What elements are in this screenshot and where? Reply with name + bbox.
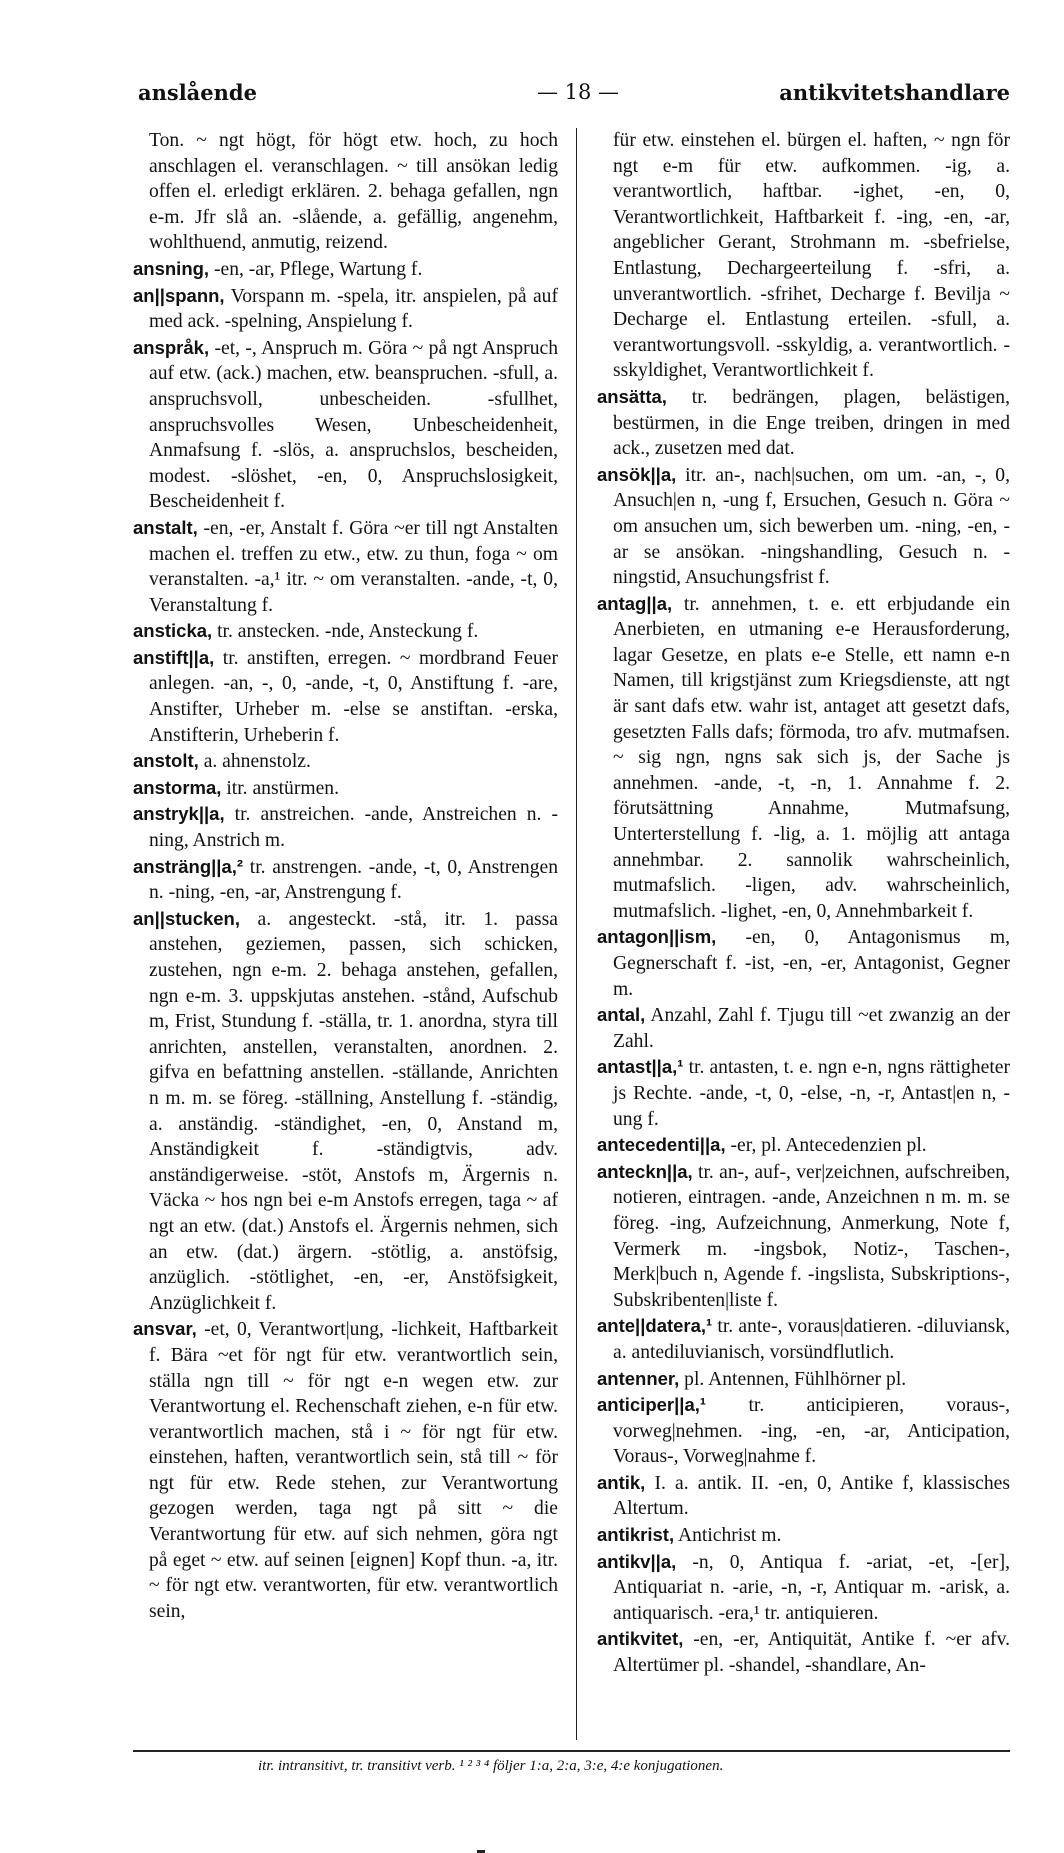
dictionary-entry — [597, 591, 1010, 925]
entry-definition: tr. anstrengen. -ande, -t, 0, Anstrengen n. -ning, -en, -ar, Anstrengung f. — [149, 856, 558, 904]
entry-headword: antikvitet, — [597, 1628, 684, 1650]
entry-definition: -en, -er, Anstalt f. Göra ~er till ngt Anstalten machen el. treffen zu etw., etw. zu thun, foga ~ om veranstalten. -a,¹ itr. ~ om veranstalten. -ande, -t, 0, Veranstaltung f. — [149, 517, 558, 616]
entry-definition: pl. Antennen, Fühlhörner pl. — [684, 1368, 907, 1390]
dictionary-entry — [597, 1392, 1010, 1470]
entry-definition: -en, -ar, Pflege, Wartung f. — [213, 258, 423, 280]
entry-headword: anstolt, — [133, 750, 199, 772]
dictionary-entry — [597, 1366, 1010, 1393]
entry-headword: antikv||a, — [597, 1550, 677, 1572]
dictionary-entry — [597, 128, 1010, 384]
entry-definition: tr. an-, auf-, ver|zeichnen, aufschreiben, notieren, eintragen. -ande, Anzeichnen n m. m. se föreg. -ing, Aufzeichnung, Anmerkung, Note f, Vermerk m. -ingsbok, Notiz-, Taschen-, Merk|buch n, Agende f. -ingslista, Subskriptions-, Subskribenten|liste f. — [613, 1161, 1010, 1311]
entry-headword: antikrist, — [597, 1524, 675, 1546]
dictionary-entry — [133, 854, 558, 906]
entry-headword: anstryk||a, — [133, 803, 225, 825]
entry-definition: tr. bedrängen, plagen, belästigen, bestürmen, in die Enge treiben, dringen in med ack., zusetzen med dat. — [613, 386, 1010, 460]
entry-definition: I. a. antik. II. -en, 0, Antike f, klassisches Altertum. — [613, 1472, 1010, 1520]
dictionary-entry — [597, 384, 1010, 462]
entry-definition: -et, -, Anspruch m. Göra ~ på ngt Anspruch auf etw. (ack.) machen, etw. beanspruchen. -sfull, a. anspruchsvoll, unbescheiden. -sfullhet, anspruchsvolles Wesen, Unbescheidenheit, Anmafsung f. -slös, a. anspruchslos, bescheiden, modest. -slöshet, -en, 0, Anspruchslosigkeit, Bescheidenheit f. — [149, 337, 558, 513]
page-header — [138, 76, 1010, 112]
entry-definition: a. ahnenstolz. — [203, 751, 311, 773]
entry-headword: antast||a,¹ — [597, 1056, 684, 1078]
dictionary-entry — [597, 1549, 1010, 1627]
entry-headword: anstift||a, — [133, 646, 215, 668]
entry-headword: ansträng||a,² — [133, 855, 244, 877]
column-divider — [576, 128, 577, 1740]
entry-definition: a. angesteckt. -stå, itr. 1. passa anstehen, geziemen, passen, sich schicken, zustehen, ngn e-m. 2. behaga anstehen, gefallen, ngn e-m. 3. uppskjutas anstehen. -stånd, Aufschub m, Frist, Stundung f. -ställa, tr. 1. anordna, styra till anrichten, anstellen, veranstalten, anordnen. 2. gifva en befattning anstellen. -ställande, Anrichten n m. m. se föreg. -ställning, Anstellung f. -ständig, a. anständig. -ständighet, -en, 0, Anstand m, Anständigkeit f. -ständigtvis, adv. anständigerweise. -stöt, Anstofs m, Ärgernis n. Väcka ~ hos ngn bei e-m Anstofs erregen, taga ~ af ngt an etw. (dat.) Anstofs el. Ärgernis nehmen, sich an etw. (dat.) ärgern. -stötlig, a. anstöfsig, anzüglich. -stötlighet, -en, -er, Anstöfsigkeit, Anzüglichkeit f. — [149, 908, 558, 1314]
entry-definition: itr. an-, nach|suchen, om um. -an, -, 0, Ansuch|en n, -ung f, Ersuchen, Gesuch n. Göra ~ om ansuchen um, sich bewerben um. -ning, -en, -ar se ansökan. -ningshandling, Gesuch n. -ningstid, Ansuchungsfrist f. — [613, 464, 1010, 589]
dictionary-entry — [133, 645, 558, 748]
entry-headword: antik, — [597, 1471, 646, 1493]
dictionary-entry — [597, 1626, 1010, 1678]
entry-definition: tr. antasten, t. e. ngn e-n, ngns rättigheter js Rechte. -ande, -t, 0, -else, -n, -r, Antast|en n, -ung f. — [613, 1057, 1010, 1130]
entry-headword: an||spann, — [133, 284, 225, 306]
entry-headword: anspråk, — [133, 336, 210, 358]
dictionary-entry — [133, 128, 558, 256]
entry-headword: anticiper||a,¹ — [597, 1394, 707, 1416]
entry-headword: anstalt, — [133, 516, 198, 538]
dictionary-entry — [133, 618, 558, 645]
entry-headword: anstorma, — [133, 776, 222, 798]
footer-legend: itr. intransitivt, tr. transitivt verb. ¹ ² ³ ⁴ följer 1:a, 2:a, 3:e, 4:e konjugationen. — [258, 1758, 724, 1774]
entry-headword: ansök||a, — [597, 463, 677, 485]
entry-headword: anteckn||a, — [597, 1160, 693, 1182]
entry-definition: Ton. ~ ngt högt, för högt etw. hoch, zu hoch anschlagen el. veranschlagen. ~ till ansökan ledig offen el. erledigt erklären. 2. behaga gefallen, ngn e-m. Jfr slå an. -slående, a. gefällig, angenehm, wohlthuend, anmutig, reizend. — [149, 130, 558, 254]
dictionary-entry — [597, 462, 1010, 591]
entry-headword: antal, — [597, 1004, 646, 1026]
left-entries — [133, 128, 558, 1728]
entry-headword: ante||datera,¹ — [597, 1315, 713, 1337]
entry-definition: Antichrist m. — [677, 1525, 782, 1547]
dictionary-entry — [597, 1313, 1010, 1365]
dictionary-entry — [597, 1054, 1010, 1132]
entry-definition: -n, 0, Antiqua f. -ariat, -et, -[er], Antiquariat n. -arie, -n, -r, Antiquar m. -arisk, a. antiquarisch. -era,¹ tr. antiquieren. — [613, 1551, 1010, 1624]
dictionary-entry — [597, 1159, 1010, 1314]
entry-headword: ansticka, — [133, 620, 213, 642]
entry-definition: Vorspann m. -spela, itr. anspielen, på auf med ack. -spelning, Anspielung f. — [149, 285, 558, 333]
dictionary-entry — [133, 1316, 558, 1624]
footer-rule — [133, 1750, 1010, 1752]
right-column — [597, 128, 1010, 1728]
entry-definition: für etw. einstehen el. bürgen el. haften, ~ ngn för ngt e-m für etw. aufkommen. -ig, a. verantwortlich, haftbar. -ighet, -en, 0, Verantwortlichkeit, Haftbarkeit f. -ing, -en, -ar, angeblicher Gerant, Strohmann m. -sbefrielse, Entlastung, Dechargeerteilung f. -sfri, a. unverantwortlich. -sfrihet, Decharge f. Bevilja ~ Decharge el. Entlastung erteilen. -sfull, a. verantwortungsvoll. -sskyldig, a. verantwortlich. -sskyldighet, Verantwortlichkeit f. — [613, 130, 1010, 382]
dictionary-entry — [133, 283, 558, 335]
entry-definition: tr. anstecken. -nde, Ansteckung f. — [217, 621, 479, 643]
entry-headword: antag||a, — [597, 592, 673, 614]
dictionary-entry — [133, 515, 558, 618]
dictionary-entry — [597, 1002, 1010, 1054]
entry-definition: tr. anstreichen. -ande, Anstreichen n. -ning, Anstrich m. — [149, 804, 558, 852]
entry-definition: Anzahl, Zahl f. Tjugu till ~et zwanzig an der Zahl. — [613, 1005, 1010, 1052]
entry-definition: -er, pl. Antecedenzien pl. — [730, 1135, 927, 1157]
dictionary-entry — [133, 335, 558, 515]
page-number: — 18 — — [536, 80, 620, 104]
dictionary-entry — [133, 748, 558, 775]
entry-headword: ansvar, — [133, 1318, 197, 1340]
entry-definition: -et, 0, Verantwort|ung, -lichkeit, Haftbarkeit f. Bära ~et för ngt für etw. verantwortlich sein, ställa ngn till ~ för ngt e-n wegen etw. zur Verantwortung el. Rechenschaft ziehen, e-n für etw. verantwortlich machen, stå i ~ för ngt für etw. einstehen, haften, verantwortlich sein, stå till ~ för ngt für etw. Rede stehen, zur Verantwortung gezogen werden, taga ngt på sitt ~ die Verantwortung für etw. auf sich nehmen, göra ngt på eget ~ etw. auf seinen [eignen] Kopf thun. -a, itr. ~ för ngt etw. verantworten, für etw. verantwortlich sein, — [149, 1319, 558, 1622]
entry-definition: tr. anstiften, erregen. ~ mordbrand Feuer anlegen. -an, -, 0, -ande, -t, 0, Anstiftung f. -are, Anstifter, Urheber m. -else se anstiftan. -erska, Anstifterin, Urheberin f. — [149, 647, 558, 746]
header-left-guide-word: anslående — [138, 80, 257, 105]
header-right-guide-word: antikvitetshandlare — [779, 80, 1010, 105]
right-entries — [597, 128, 1010, 1728]
dictionary-entry — [597, 1132, 1010, 1159]
entry-headword: ansätta, — [597, 385, 667, 407]
entry-headword: ansning, — [133, 257, 210, 279]
dictionary-entry — [133, 801, 558, 853]
dictionary-entry — [597, 1522, 1010, 1549]
entry-definition: tr. anticipieren, voraus-, vorweg|nehmen. -ing, -en, -ar, Anticipation, Voraus-, Vorweg|nahme f. — [613, 1395, 1010, 1468]
entry-definition: tr. annehmen, t. e. ett erbjudande ein Anerbieten, en utmaning e-e Herausforderung, lagar Gesetze, en plats e-e Stelle, ett namn e-n Namen, till krigstjänst zum Kriegsdienste, att ngt är sant dafs etw. wahr ist, antaget att gesetzt dafs, gesetzten Falls dafs; förmoda, tro afv. mutmafsen. ~ sig ngn, ngns sak sich js, der Sache js annehmen. -ande, -t, -n, 1. Annahme f. 2. förutsättning Annahme, Mutmafsung, Unterterstellung f. -lig, a. 1. möjlig att antaga annehmbar. 2. sannolik wahrscheinlich, mutmafslich. -ligen, adv. wahrscheinlich, mutmafslich. -lighet, -en, 0, Annehmbarkeit f. — [613, 593, 1010, 922]
dictionary-entry — [133, 906, 558, 1317]
dictionary-entry — [597, 1470, 1010, 1522]
entry-headword: antecedenti||a, — [597, 1134, 726, 1156]
dictionary-entry — [133, 256, 558, 283]
entry-definition: tr. ante-, voraus|datieren. -diluviansk, a. antediluvianisch, vorsündflutlich. — [613, 1316, 1010, 1363]
left-column — [133, 128, 558, 1728]
entry-headword: antagon||ism, — [597, 926, 717, 948]
entry-headword: an||stucken, — [133, 907, 240, 929]
dictionary-entry — [597, 924, 1010, 1002]
entry-headword: antenner, — [597, 1367, 680, 1389]
dictionary-entry — [133, 775, 558, 802]
entry-definition: -en, -er, Antiquität, Antike f. ~er afv. Altertümer pl. -shandel, -shandlare, An- — [613, 1629, 1010, 1677]
entry-definition: -en, 0, Antagonismus m, Gegnerschaft f. -ist, -en, -er, Antagonist, Gegner m. — [613, 927, 1010, 1000]
entry-definition: itr. anstürmen. — [226, 777, 339, 799]
